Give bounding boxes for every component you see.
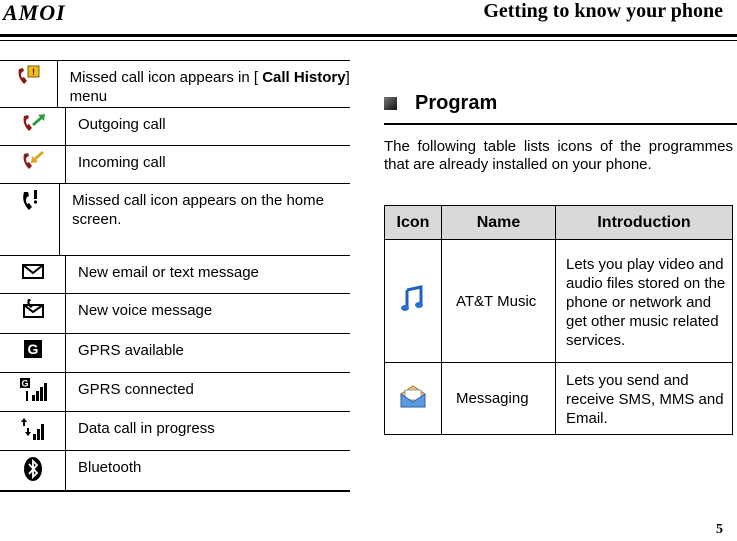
page-number: 5	[716, 522, 723, 537]
section-rule	[384, 123, 737, 125]
gprs-connected-description: GPRS connected	[78, 381, 194, 398]
bluetooth-description: Bluetooth	[78, 459, 142, 476]
table-row	[0, 256, 350, 294]
outgoing-call-description: Outgoing call	[78, 116, 166, 133]
gprs-connected-icon	[0, 373, 66, 411]
svg-text:!: !	[32, 67, 36, 77]
new-message-description: New email or text message	[78, 264, 259, 281]
gprs-available-description: GPRS available	[78, 342, 184, 359]
table-row	[0, 451, 350, 490]
svg-text:G: G	[27, 341, 38, 357]
incoming-call-icon	[0, 146, 66, 183]
program-table	[384, 205, 733, 435]
page-header-title: Getting to know your phone	[483, 0, 723, 22]
program-intro-text: Lets you play video and audio files stored on the phone or network and get other music related services.	[556, 240, 733, 363]
table-row	[0, 412, 350, 451]
program-heading: Program	[415, 92, 498, 114]
missed-call-icon	[0, 61, 58, 107]
table-row	[0, 294, 350, 334]
incoming-call-description: Incoming call	[78, 154, 166, 171]
messaging-envelope-icon	[385, 363, 442, 435]
data-call-description: Data call in progress	[78, 420, 215, 437]
gprs-available-icon	[0, 334, 66, 372]
data-call-icon	[0, 412, 66, 450]
bluetooth-icon	[0, 451, 66, 490]
col-icon-header: Icon	[385, 206, 442, 240]
table-row	[0, 108, 350, 146]
missed-call-description: Missed call icon appears in [ Call History] menu	[69, 69, 350, 105]
missed-call-home-icon	[0, 184, 60, 255]
header-rule	[0, 34, 737, 37]
table-row	[0, 146, 350, 184]
table-row	[0, 373, 350, 412]
outgoing-call-icon	[0, 108, 66, 145]
table-row	[385, 363, 733, 435]
table-row	[0, 61, 350, 108]
svg-text:G: G	[20, 378, 29, 389]
status-icon-table	[0, 60, 350, 492]
bullet-square-icon	[384, 97, 397, 110]
table-row	[385, 240, 733, 363]
col-intro-header: Introduction	[556, 206, 733, 240]
program-name: Messaging	[442, 363, 556, 435]
voice-message-icon	[0, 294, 66, 333]
voice-message-description: New voice message	[78, 302, 213, 319]
program-intro: The following table lists icons of the programmes that are already installed on your phone.	[384, 138, 733, 173]
music-note-icon	[385, 240, 442, 363]
program-intro-text: Lets you send and receive SMS, MMS and Email.	[556, 363, 733, 435]
amoi-logo: AMOI	[3, 0, 66, 25]
missed-call-home-description: Missed call icon appears on the home screen.	[72, 192, 324, 228]
table-row	[0, 334, 350, 373]
program-section-heading	[384, 92, 497, 115]
col-name-header: Name	[442, 206, 556, 240]
table-header-row	[385, 206, 733, 240]
envelope-icon	[0, 256, 66, 293]
program-name: AT&T Music	[442, 240, 556, 363]
table-row	[0, 184, 350, 256]
header-rule-thin	[0, 40, 737, 41]
